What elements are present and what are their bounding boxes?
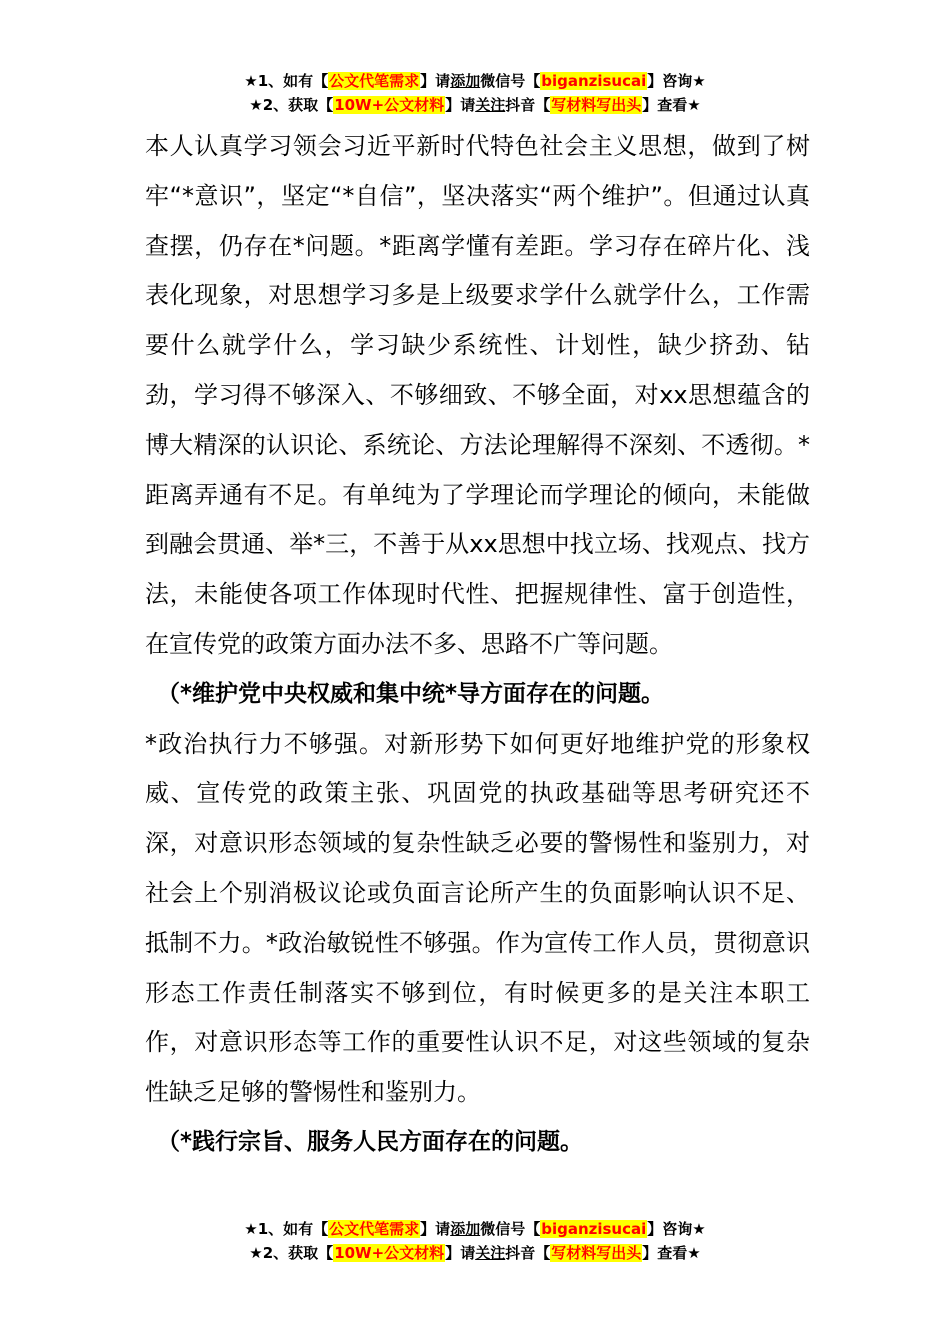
section-heading-1: （*维护党中央权威和集中统*导方面存在的问题。 xyxy=(157,680,665,707)
banner-text: 】请 xyxy=(445,96,476,114)
banner-text: 】请 xyxy=(445,1244,476,1262)
section-heading-2: （*践行宗旨、服务人民方面存在的问题。 xyxy=(157,1128,584,1155)
paragraph-1: 本人认真学习领会习近平新时代特色社会主义思想，做到了树牢“*意识”，坚定“*自信”，坚决落实“两个维护”。但通过认真查摆，仍存在*问题。*距离学懂有差距。学习存在碎片化、浅表化现象，对思想学习多是上级要求学什么就学什么，工作需要什么就学什么，学习缺少系统性、计划性，缺少挤劲、钻劲，学习得不够深入、不够细致、不够全面，对xx思想蕴含的博大精深的认识论、系统论、方法论理解得不深刻、不透彻。*距离弄通有不足。有单纯为了学理论而学理论的倾向，未能做到融会贯通、举*三，不善于从xx思想中找立场、找观点、找方法，未能使各项工作体现时代性、把握规律性、富于创造性，在宣传党的政策方面办法不多、思路不广等问题。 xyxy=(145,132,810,658)
highlight-tag: 10W+公文材料 xyxy=(334,1244,445,1262)
banner-line-1 xyxy=(0,1218,950,1242)
banner-emphasis: 添加 xyxy=(450,1220,481,1238)
banner-text: 】请 xyxy=(420,1220,451,1238)
banner-text: 】查看★ xyxy=(642,1244,701,1262)
banner-line-2 xyxy=(0,1242,950,1266)
banner-line-1 xyxy=(0,70,950,94)
highlight-tag: 写材料写出头 xyxy=(551,96,642,114)
highlight-tag: 10W+公文材料 xyxy=(334,96,445,114)
banner-emphasis: 添加 xyxy=(450,72,481,90)
highlight-tag: biganzisucai xyxy=(541,1220,647,1238)
banner-emphasis: 关注 xyxy=(475,96,506,114)
banner-emphasis: 关注 xyxy=(475,1244,506,1262)
footer-banner xyxy=(0,1218,950,1266)
banner-text: ★2、获取【 xyxy=(249,1244,334,1262)
document-body xyxy=(145,122,810,1168)
banner-text: 】咨询★ xyxy=(647,1220,706,1238)
paragraph-2: *政治执行力不够强。对新形势下如何更好地维护党的形象权威、宣传党的政策主张、巩固党的执政基础等思考研究还不深，对意识形态领域的复杂性缺乏必要的警惕性和鉴别力，对社会上个别消极议论或负面言论所产生的负面影响认识不足、抵制不力。*政治敏锐性不够强。作为宣传工作人员，贯彻意识形态工作责任制落实不够到位，有时候更多的是关注本职工作，对意识形态等工作的重要性认识不足，对这些领域的复杂性缺乏足够的警惕性和鉴别力。 xyxy=(145,729,810,1107)
banner-text: 抖音【 xyxy=(505,1244,551,1262)
highlight-tag: 公文代笔需求 xyxy=(329,1220,420,1238)
highlight-tag: 公文代笔需求 xyxy=(329,72,420,90)
banner-text: 微信号【 xyxy=(480,72,541,90)
banner-text: ★1、如有【 xyxy=(244,1220,329,1238)
banner-line-2 xyxy=(0,94,950,118)
banner-text: 】请 xyxy=(420,72,451,90)
highlight-tag: biganzisucai xyxy=(541,72,647,90)
header-banner xyxy=(0,70,950,118)
banner-text: 】咨询★ xyxy=(647,72,706,90)
banner-text: 微信号【 xyxy=(480,1220,541,1238)
banner-text: 抖音【 xyxy=(505,96,551,114)
banner-text: 】查看★ xyxy=(642,96,701,114)
banner-text: ★1、如有【 xyxy=(244,72,329,90)
highlight-tag: 写材料写出头 xyxy=(551,1244,642,1262)
banner-text: ★2、获取【 xyxy=(249,96,334,114)
